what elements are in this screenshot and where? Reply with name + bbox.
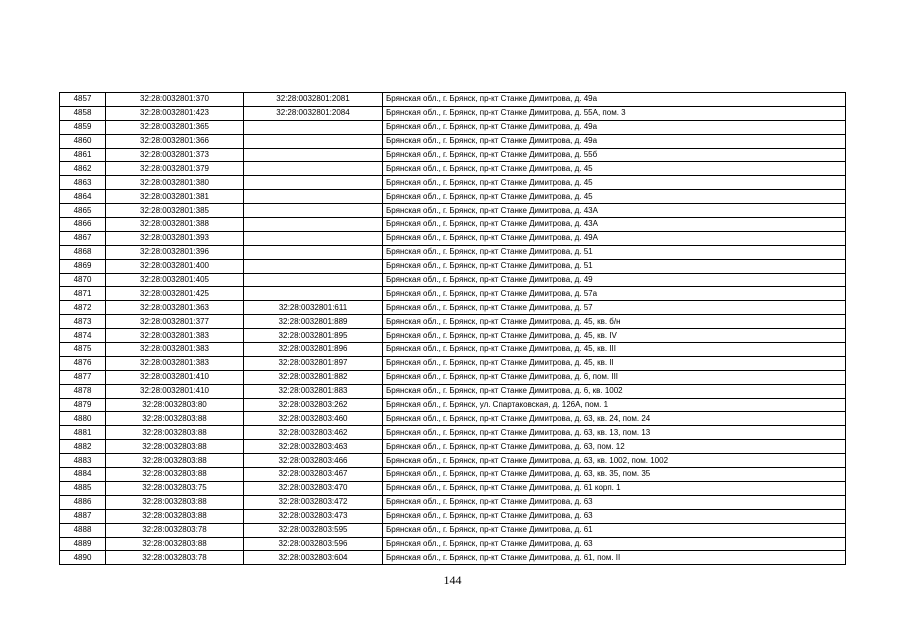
table-row (60, 301, 846, 315)
address-cell: Брянская обл., г. Брянск, пр-кт Станке Димитрова, д. 61 корп. 1 (383, 481, 846, 495)
table-row (60, 440, 846, 454)
object-cadastral-number-cell (244, 218, 383, 232)
address-cell: Брянская обл., г. Брянск, пр-кт Станке Димитрова, д. 63, кв. 1002, пом. 1002 (383, 454, 846, 468)
cadastral-table (59, 92, 846, 565)
table-row (60, 426, 846, 440)
cadastral-number-cell: 32:28:0032801:425 (106, 287, 244, 301)
address-cell: Брянская обл., г. Брянск, пр-кт Станке Димитрова, д. 57 (383, 301, 846, 315)
table-row (60, 231, 846, 245)
object-cadastral-number-cell (244, 245, 383, 259)
table-row (60, 134, 846, 148)
cadastral-number-cell: 32:28:0032801:370 (106, 93, 244, 107)
object-cadastral-number-cell: 32:28:0032803:470 (244, 481, 383, 495)
table-row (60, 329, 846, 343)
cadastral-number-cell: 32:28:0032803:88 (106, 468, 244, 482)
object-cadastral-number-cell: 32:28:0032801:883 (244, 384, 383, 398)
table-row (60, 398, 846, 412)
object-cadastral-number-cell (244, 162, 383, 176)
cadastral-number-cell: 32:28:0032801:383 (106, 356, 244, 370)
object-cadastral-number-cell (244, 120, 383, 134)
table-row (60, 190, 846, 204)
row-number-cell: 4873 (60, 315, 106, 329)
address-cell: Брянская обл., г. Брянск, пр-кт Станке Димитрова, д. 45 (383, 162, 846, 176)
cadastral-number-cell: 32:28:0032801:365 (106, 120, 244, 134)
address-cell: Брянская обл., г. Брянск, пр-кт Станке Димитрова, д. 45, кв. IV (383, 329, 846, 343)
row-number-cell: 4876 (60, 356, 106, 370)
cadastral-number-cell: 32:28:0032801:377 (106, 315, 244, 329)
row-number-cell: 4860 (60, 134, 106, 148)
row-number-cell: 4863 (60, 176, 106, 190)
row-number-cell: 4884 (60, 468, 106, 482)
object-cadastral-number-cell: 32:28:0032803:466 (244, 454, 383, 468)
table-body (60, 93, 846, 565)
table-row (60, 343, 846, 357)
row-number-cell: 4882 (60, 440, 106, 454)
cadastral-number-cell: 32:28:0032803:80 (106, 398, 244, 412)
table-row (60, 509, 846, 523)
object-cadastral-number-cell: 32:28:0032803:473 (244, 509, 383, 523)
cadastral-number-cell: 32:28:0032801:410 (106, 370, 244, 384)
address-cell: Брянская обл., г. Брянск, пр-кт Станке Димитрова, д. 51 (383, 259, 846, 273)
address-cell: Брянская обл., г. Брянск, пр-кт Станке Димитрова, д. 63 (383, 537, 846, 551)
address-cell: Брянская обл., г. Брянск, пр-кт Станке Димитрова, д. 63, кв. 24, пом. 24 (383, 412, 846, 426)
row-number-cell: 4880 (60, 412, 106, 426)
table-row (60, 370, 846, 384)
object-cadastral-number-cell: 32:28:0032803:462 (244, 426, 383, 440)
row-number-cell: 4888 (60, 523, 106, 537)
address-cell: Брянская обл., г. Брянск, пр-кт Станке Димитрова, д. 55б (383, 148, 846, 162)
table-row (60, 148, 846, 162)
object-cadastral-number-cell: 32:28:0032801:611 (244, 301, 383, 315)
cadastral-number-cell: 32:28:0032801:396 (106, 245, 244, 259)
object-cadastral-number-cell: 32:28:0032801:896 (244, 343, 383, 357)
cadastral-number-cell: 32:28:0032803:88 (106, 412, 244, 426)
address-cell: Брянская обл., г. Брянск, пр-кт Станке Димитрова, д. 51 (383, 245, 846, 259)
address-cell: Брянская обл., г. Брянск, пр-кт Станке Димитрова, д. 55А, пом. 3 (383, 106, 846, 120)
cadastral-number-cell: 32:28:0032801:423 (106, 106, 244, 120)
page-number: 144 (443, 573, 462, 587)
table-row (60, 287, 846, 301)
object-cadastral-number-cell (244, 287, 383, 301)
object-cadastral-number-cell (244, 204, 383, 218)
cadastral-number-cell: 32:28:0032803:78 (106, 551, 244, 565)
table-row (60, 176, 846, 190)
object-cadastral-number-cell: 32:28:0032801:889 (244, 315, 383, 329)
table-row (60, 454, 846, 468)
cadastral-number-cell: 32:28:0032803:78 (106, 523, 244, 537)
row-number-cell: 4886 (60, 495, 106, 509)
cadastral-number-cell: 32:28:0032801:410 (106, 384, 244, 398)
cadastral-number-cell: 32:28:0032801:385 (106, 204, 244, 218)
object-cadastral-number-cell (244, 148, 383, 162)
address-cell: Брянская обл., г. Брянск, пр-кт Станке Димитрова, д. 61 (383, 523, 846, 537)
cadastral-number-cell: 32:28:0032803:88 (106, 509, 244, 523)
table-row (60, 315, 846, 329)
table-row (60, 356, 846, 370)
table-row (60, 495, 846, 509)
row-number-cell: 4859 (60, 120, 106, 134)
table-row (60, 412, 846, 426)
row-number-cell: 4874 (60, 329, 106, 343)
row-number-cell: 4887 (60, 509, 106, 523)
object-cadastral-number-cell: 32:28:0032801:2081 (244, 93, 383, 107)
row-number-cell: 4870 (60, 273, 106, 287)
object-cadastral-number-cell (244, 231, 383, 245)
object-cadastral-number-cell: 32:28:0032803:460 (244, 412, 383, 426)
cadastral-number-cell: 32:28:0032803:75 (106, 481, 244, 495)
cadastral-number-cell: 32:28:0032801:405 (106, 273, 244, 287)
cadastral-number-cell: 32:28:0032801:380 (106, 176, 244, 190)
address-cell: Брянская обл., г. Брянск, пр-кт Станке Димитрова, д. 43А (383, 218, 846, 232)
row-number-cell: 4875 (60, 343, 106, 357)
address-cell: Брянская обл., г. Брянск, пр-кт Станке Димитрова, д. 45 (383, 190, 846, 204)
cadastral-number-cell: 32:28:0032803:88 (106, 495, 244, 509)
table-row (60, 245, 846, 259)
address-cell: Брянская обл., г. Брянск, пр-кт Станке Димитрова, д. 49а (383, 93, 846, 107)
table-row (60, 93, 846, 107)
row-number-cell: 4867 (60, 231, 106, 245)
cadastral-number-cell: 32:28:0032801:373 (106, 148, 244, 162)
table-row (60, 120, 846, 134)
address-cell: Брянская обл., г. Брянск, пр-кт Станке Димитрова, д. 57а (383, 287, 846, 301)
object-cadastral-number-cell: 32:28:0032803:604 (244, 551, 383, 565)
cadastral-number-cell: 32:28:0032803:88 (106, 440, 244, 454)
address-cell: Брянская обл., г. Брянск, пр-кт Станке Димитрова, д. 61, пом. II (383, 551, 846, 565)
row-number-cell: 4868 (60, 245, 106, 259)
row-number-cell: 4877 (60, 370, 106, 384)
table-row (60, 384, 846, 398)
cadastral-number-cell: 32:28:0032801:363 (106, 301, 244, 315)
object-cadastral-number-cell (244, 176, 383, 190)
table-row (60, 218, 846, 232)
row-number-cell: 4857 (60, 93, 106, 107)
address-cell: Брянская обл., г. Брянск, пр-кт Станке Димитрова, д. 49а (383, 134, 846, 148)
object-cadastral-number-cell: 32:28:0032803:472 (244, 495, 383, 509)
row-number-cell: 4865 (60, 204, 106, 218)
address-cell: Брянская обл., г. Брянск, пр-кт Станке Димитрова, д. 63, кв. 35, пом. 35 (383, 468, 846, 482)
table-row (60, 106, 846, 120)
row-number-cell: 4864 (60, 190, 106, 204)
object-cadastral-number-cell: 32:28:0032801:2084 (244, 106, 383, 120)
cadastral-number-cell: 32:28:0032801:383 (106, 343, 244, 357)
address-cell: Брянская обл., г. Брянск, пр-кт Станке Димитрова, д. 45, кв. II (383, 356, 846, 370)
cadastral-number-cell: 32:28:0032801:400 (106, 259, 244, 273)
row-number-cell: 4889 (60, 537, 106, 551)
address-cell: Брянская обл., г. Брянск, пр-кт Станке Димитрова, д. 6, кв. 1002 (383, 384, 846, 398)
cadastral-number-cell: 32:28:0032803:88 (106, 537, 244, 551)
row-number-cell: 4883 (60, 454, 106, 468)
cadastral-number-cell: 32:28:0032801:381 (106, 190, 244, 204)
cadastral-number-cell: 32:28:0032801:393 (106, 231, 244, 245)
address-cell: Брянская обл., г. Брянск, пр-кт Станке Димитрова, д. 63 (383, 509, 846, 523)
row-number-cell: 4858 (60, 106, 106, 120)
object-cadastral-number-cell: 32:28:0032801:882 (244, 370, 383, 384)
object-cadastral-number-cell: 32:28:0032803:262 (244, 398, 383, 412)
address-cell: Брянская обл., г. Брянск, пр-кт Станке Димитрова, д. 49а (383, 120, 846, 134)
table-row (60, 204, 846, 218)
address-cell: Брянская обл., г. Брянск, пр-кт Станке Димитрова, д. 63, пом. 12 (383, 440, 846, 454)
address-cell: Брянская обл., г. Брянск, пр-кт Станке Димитрова, д. 43А (383, 204, 846, 218)
table-row (60, 162, 846, 176)
address-cell: Брянская обл., г. Брянск, пр-кт Станке Димитрова, д. 6, пом. III (383, 370, 846, 384)
object-cadastral-number-cell: 32:28:0032801:895 (244, 329, 383, 343)
row-number-cell: 4885 (60, 481, 106, 495)
table-row (60, 468, 846, 482)
object-cadastral-number-cell: 32:28:0032801:897 (244, 356, 383, 370)
cadastral-number-cell: 32:28:0032803:88 (106, 454, 244, 468)
row-number-cell: 4861 (60, 148, 106, 162)
row-number-cell: 4869 (60, 259, 106, 273)
table-row (60, 537, 846, 551)
address-cell: Брянская обл., г. Брянск, пр-кт Станке Димитрова, д. 45, кв. III (383, 343, 846, 357)
object-cadastral-number-cell: 32:28:0032803:463 (244, 440, 383, 454)
object-cadastral-number-cell (244, 273, 383, 287)
object-cadastral-number-cell: 32:28:0032803:596 (244, 537, 383, 551)
row-number-cell: 4878 (60, 384, 106, 398)
address-cell: Брянская обл., г. Брянск, пр-кт Станке Димитрова, д. 63, кв. 13, пом. 13 (383, 426, 846, 440)
address-cell: Брянская обл., г. Брянск, ул. Спартаковская, д. 126А, пом. 1 (383, 398, 846, 412)
object-cadastral-number-cell (244, 134, 383, 148)
row-number-cell: 4881 (60, 426, 106, 440)
row-number-cell: 4871 (60, 287, 106, 301)
row-number-cell: 4879 (60, 398, 106, 412)
object-cadastral-number-cell (244, 259, 383, 273)
address-cell: Брянская обл., г. Брянск, пр-кт Станке Димитрова, д. 63 (383, 495, 846, 509)
row-number-cell: 4890 (60, 551, 106, 565)
address-cell: Брянская обл., г. Брянск, пр-кт Станке Димитрова, д. 45, кв. б/н (383, 315, 846, 329)
row-number-cell: 4866 (60, 218, 106, 232)
address-cell: Брянская обл., г. Брянск, пр-кт Станке Димитрова, д. 49А (383, 231, 846, 245)
object-cadastral-number-cell: 32:28:0032803:595 (244, 523, 383, 537)
cadastral-number-cell: 32:28:0032801:379 (106, 162, 244, 176)
table-row (60, 551, 846, 565)
row-number-cell: 4862 (60, 162, 106, 176)
cadastral-number-cell: 32:28:0032801:383 (106, 329, 244, 343)
cadastral-number-cell: 32:28:0032801:388 (106, 218, 244, 232)
table-row (60, 259, 846, 273)
address-cell: Брянская обл., г. Брянск, пр-кт Станке Димитрова, д. 49 (383, 273, 846, 287)
cadastral-number-cell: 32:28:0032801:366 (106, 134, 244, 148)
table-row (60, 481, 846, 495)
row-number-cell: 4872 (60, 301, 106, 315)
object-cadastral-number-cell (244, 190, 383, 204)
object-cadastral-number-cell: 32:28:0032803:467 (244, 468, 383, 482)
table-row (60, 273, 846, 287)
address-cell: Брянская обл., г. Брянск, пр-кт Станке Димитрова, д. 45 (383, 176, 846, 190)
table-row (60, 523, 846, 537)
cadastral-number-cell: 32:28:0032803:88 (106, 426, 244, 440)
